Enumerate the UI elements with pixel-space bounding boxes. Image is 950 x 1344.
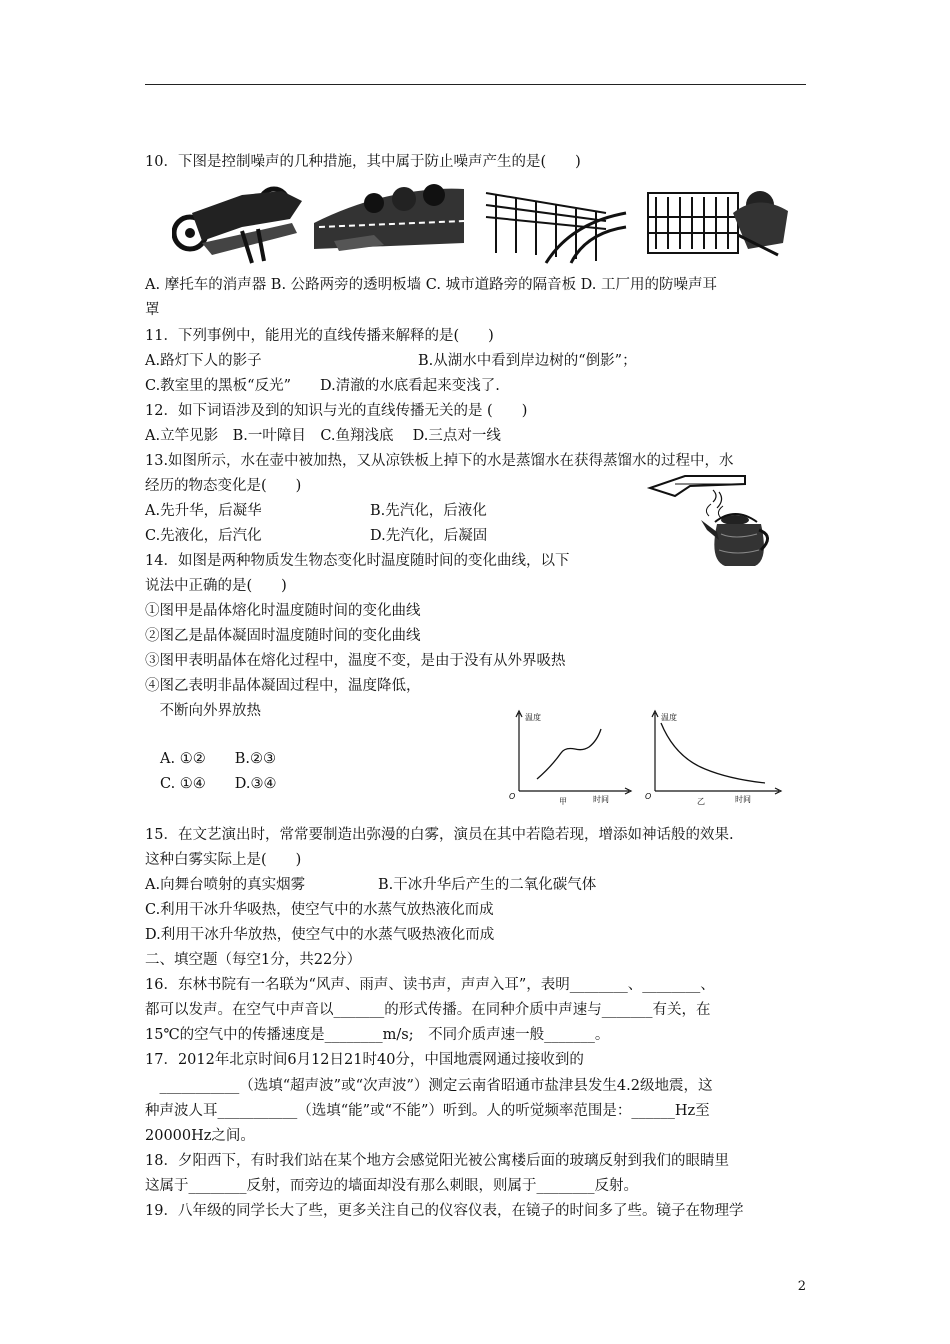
question-14: 14．如图是两种物质发生物态变化时温度随时间的变化曲线，以下 — [145, 553, 570, 569]
question-10-options-cont: 罩 — [145, 302, 160, 318]
question-15-option-c: C.利用干冰升华吸热，使空气中的水蒸气放热液化而成 — [145, 902, 494, 918]
question-13-option-a: A.先升华，后凝华 — [145, 503, 262, 519]
question-14-statement-2: ②图乙是晶体凝固时温度随时间的变化曲线 — [145, 628, 421, 644]
question-17-cont-3: 20000Hz之间。 — [145, 1128, 255, 1144]
question-16-cont-2: 15℃的空气中的传播速度是________m/s; 不同介质声速一般_______。 — [145, 1027, 610, 1043]
city-road-sound-barrier-picture — [476, 183, 626, 263]
question-13-option-d: D.先汽化，后凝固 — [370, 528, 488, 544]
graph-yi-name: 乙 — [697, 797, 705, 805]
question-17-cont-2: 种声波人耳___________（选填“能”或“不能”）听到。人的听觉频率范围是：______Hz至 — [145, 1103, 710, 1119]
graph-yi-xlabel: 时间 — [735, 795, 751, 804]
graph-jia-ylabel: 温度 — [525, 713, 541, 722]
question-14-statement-4-cont: 不断向外界放热 — [145, 703, 261, 719]
motorcycle-muffler-picture — [172, 189, 308, 267]
question-12-options: A.立竿见影 B.一叶障目 C.鱼翔浅底 D.三点对一线 — [145, 428, 501, 444]
highway-transparent-wall-picture — [314, 184, 464, 251]
question-11: 11．下列事例中，能用光的直线传播来解释的是( ) — [145, 328, 494, 344]
question-13-cont: 经历的物态变化是( ) — [145, 478, 302, 494]
question-14-statement-3: ③图甲表明晶体在熔化过程中，温度不变，是由于没有从外界吸热 — [145, 653, 566, 669]
question-17: 17．2012年北京时间6月12日21时40分，中国地震网通过接收到的 — [145, 1052, 584, 1068]
question-16-cont: 都可以发声。在空气中声音以_______的形式传播。在同种介质中声速与_______有关，在 — [145, 1002, 711, 1018]
question-15-option-d: D.利用干冰升华放热，使空气中的水蒸气吸热液化而成 — [145, 927, 495, 943]
question-11-option-a: A.路灯下人的影子 — [145, 353, 262, 369]
question-13: 13.如图所示，水在壶中被加热，又从凉铁板上掉下的水是蒸馏水在获得蒸馏水的过程中，水 — [145, 453, 734, 469]
graph-yi-ylabel: 温度 — [661, 713, 677, 722]
factory-earmuffs-picture — [648, 191, 788, 255]
question-12: 12．如下词语涉及到的知识与光的直线传播无关的是 ( ) — [145, 403, 528, 419]
noise-control-pictures — [172, 183, 788, 271]
graph-yi — [645, 711, 781, 805]
graph-jia-xlabel: 时间 — [593, 795, 609, 804]
section-2-heading: 二、填空题（每空1分，共22分） — [145, 952, 362, 968]
graph-yi-origin: O — [645, 792, 652, 801]
question-13-option-c: C.先液化，后汽化 — [145, 528, 262, 544]
question-17-cont: ___________（选填“超声波”或“次声波”）测定云南省昭通市盐津县发生4.2级地震，这 — [145, 1078, 713, 1094]
graph-jia — [509, 711, 631, 805]
question-11-option-b: B.从湖水中看到岸边树的“倒影”； — [418, 353, 637, 369]
question-18-cont: 这属于________反射，而旁边的墙面却没有那么刺眼，则属于________反射。 — [145, 1178, 638, 1194]
graph-jia-origin: O — [509, 792, 516, 801]
question-18: 18．夕阳西下，有时我们站在某个地方会感觉阳光被公寓楼后面的玻璃反射到我们的眼睛里 — [145, 1153, 729, 1169]
question-13-option-b: B.先汽化，后液化 — [370, 503, 487, 519]
temperature-time-graphs — [505, 705, 790, 805]
question-14-statement-1: ①图甲是晶体熔化时温度随时间的变化曲线 — [145, 603, 421, 619]
question-15-option-b: B.干冰升华后产生的二氧化碳气体 — [378, 877, 597, 893]
question-14-options-ab: A. ①② B.②③ — [160, 751, 276, 767]
page-number: 2 — [797, 1279, 806, 1294]
question-14-options-cd: C. ①④ D.③④ — [160, 776, 277, 792]
question-14-cont: 说法中正确的是( ) — [145, 578, 287, 594]
question-15-cont: 这种白雾实际上是( ) — [145, 852, 302, 868]
question-15: 15．在文艺演出时，常常要制造出弥漫的白雾，演员在其中若隐若现，增添如神话般的效果. — [145, 827, 734, 843]
graph-jia-name: 甲 — [559, 797, 567, 805]
question-14-statement-4: ④图乙表明非晶体凝固过程中，温度降低， — [145, 678, 421, 694]
question-15-option-a: A.向舞台喷射的真实烟雾 — [145, 877, 306, 893]
question-19: 19．八年级的同学长大了些，更多关注自己的仪容仪表，在镜子的时间多了些。镜子在物理学 — [145, 1203, 744, 1219]
question-11-options-cd: C.教室里的黑板“反光” D.清澈的水底看起来变浅了. — [145, 378, 500, 394]
kettle-distillation-picture — [645, 470, 795, 570]
question-16: 16．东林书院有一名联为“风声、雨声、读书声，声声入耳”，表明________、________、 — [145, 977, 715, 993]
question-10-options: A. 摩托车的消声器 B. 公路两旁的透明板墙 C. 城市道路旁的隔音板 D. 工厂用的防噪声耳 — [145, 277, 718, 293]
header-rule — [145, 84, 806, 85]
question-10: 10．下图是控制噪声的几种措施，其中属于防止噪声产生的是( ) — [145, 154, 581, 170]
